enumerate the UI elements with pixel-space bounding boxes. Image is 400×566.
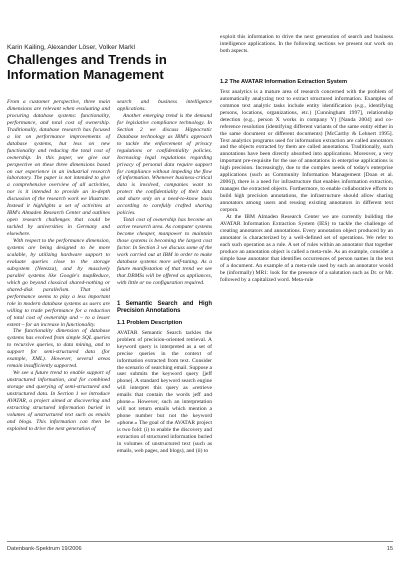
subsection-heading: 1.1 Problem Description	[117, 319, 183, 326]
body-paragraph: exploit this information to drive the next generation of search and business intelligence applications. In the following sections we present our work on both aspects.	[220, 34, 393, 54]
column-1	[7, 99, 110, 433]
abstract-paragraph: We see a future trend to enable support of unstructured information, and for combined storage and querying of semi-structured and unstructured data. In Section 1 we introduce AVATAR, a project aimed at discovering and extracting structured information buried in volumes of unstructured text such as emails and blogs. This information can then be exploited to drive the next generation of	[7, 370, 110, 432]
body-paragraph: Text analytics is a mature area of research concerned with the problem of automatically analyzing text to extract structured information. Examples of common text analytic tasks include entity identification (e.g., identifying persons, locations, organizations, etc.) [Cunningham 1997], relationship detection (e.g., person X works in company Y) [Nanda 2004] and co-reference resolution (identifying different variants of the same entity either in the same document or different documents) [McCarthy & Lehnert 1995]. Text analytics programs used for information extraction are called annotators and the objects extracted by them are called annotations. Traditionally, such annotations have been directly absorbed into applications. Moreover, a very important pre-requisite for the use of annotations in enterprise applications is high precision. Increasingly, due to the complex needs of today's enterprise applications (such as Community Information Management [Doan et al. 2006]), there is a need for infrastructure that enables information extraction, manages the extracted objects. Furthermore, to enable collaborative efforts to build high precision annotations, the infrastructure should allow sharing annotators among users and reusing existing annotators in different text corpora.	[220, 88, 393, 214]
abstract-paragraph: With respect to the performance dimension, systems are being designed to be more scalable, by utilizing hardware support to evaluate queries close to the storage subsystem (Netezza), and by massively parallel systems like Google's mapReduce, which go beyond classical shared-nothing or shared-disk parallelism. That said performance seems to play a less important role in modern database systems as users are willing to trade performance for a reduction of total cost of ownership and – to a lesser extent – for an increase in functionality.	[7, 238, 110, 328]
footer-rule	[7, 541, 393, 542]
abstract-paragraph: search and business intelligence applications.	[117, 99, 212, 112]
section-heading: 1 Semantic Search and High Precision Annotations	[117, 300, 212, 315]
page-number: 15	[386, 546, 393, 552]
body-paragraph: AVATAR Semantic Search tackles the problem of precision-oriented retrieval. A keyword query is interpreted as a set of precise queries in the context of information extracted from text. Consider the scenario of searching email. Suppose a user submits the keyword query [jeff phone]. A standard keyword search engine will interpret this query as «retrieve emails that contain the words jeff and phone.» However, such an interpretation will not return emails which mention a phone number but not the keyword «phone.» The goal of the AVATAR project is two fold: (i) to enable the discovery and extraction of structured information buried in volumes of unstructured text (such as emails, web pages, and blogs), and (ii) to	[117, 329, 212, 454]
subsection-heading: 1.2 The AVATAR Information Extraction System	[220, 78, 348, 85]
paper-title: Challenges and Trends in Information Management	[7, 52, 167, 82]
body-paragraph: At the IBM Almaden Research Center we are currently building the AVATAR Information Extraction System (IES) to tackle the challenge of creating annotators and annotations. Every annotation object produced by an annotator is characterized by a well-defined set of operations. We refer to each such operation as a rule. A set of rules within an annotator that together produce an annotation object is called a meta-rule. As an example, consider a simple base annotator that identifies occurrences of person names in the text of a document. An example of a meta-rule used by such an annotator would be (informally) MR1: look for the presence of a salutation such as Dr. or Mr. followed by a capitalized word. Meta-rule	[220, 214, 393, 283]
column-2	[117, 99, 212, 455]
abstract-paragraph: From a customer perspective, three main dimensions are relevant when evaluating and procuring database systems: functionality, performance, and total cost of ownership. Traditionally, database research has focused a lot on performance improvements of database systems, but less on new functionality and reducing the total cost of ownership. In this paper, we give our perspective on these three dimensions based on our experience in an industrial research laboratory. The paper is not intended to give a comprehensive overview of all activities, nor is it intended to provide an in-depth discussion of the research work we illustrate. Instead it highlights a set of activities at IBM's Almaden Research Center and outlines open research challenges that could be tackled by universities in Germany and elsewhere.	[7, 99, 110, 238]
abstract-paragraph: The functionality dimension of database systems has evolved from simple SQL queries to recursive queries, to data mining, and to support for semi-structured data (for example, XML). However, several areas remain insufficiently supported.	[7, 328, 110, 370]
column-3	[220, 34, 393, 284]
journal-name: Datenbank-Spektrum 19/2006	[7, 546, 82, 552]
author-list: Karin Kailing, Alexander Löser, Volker Markl	[7, 44, 135, 51]
abstract-paragraph: Another emerging trend is the demand for legislative compliance technology. In Section 2 we discuss Hippocratic Database technology as IBM's approach to tackle the enforcement of privacy regulations or confidentiality policies. Increasing legal regulations regarding privacy of personal data require support for compliance without impeding the flow of information. Whenever business-critical data is involved, companies want to protect the confidentiality of their data and share only on a need-to-know basis according to carefully crafted sharing policies.	[117, 112, 212, 217]
abstract-paragraph: Total cost of ownership has become an active research area. As computer systems become cheaper, manpower to maintain those systems is becoming the largest cost factor. In Section 3 we discuss some of the work carried out at IBM in order to make database systems more self-tuning. As a future manifestation of that trend we see that DBMSs will be offered as appliances, with little or no configuration required.	[117, 217, 212, 286]
